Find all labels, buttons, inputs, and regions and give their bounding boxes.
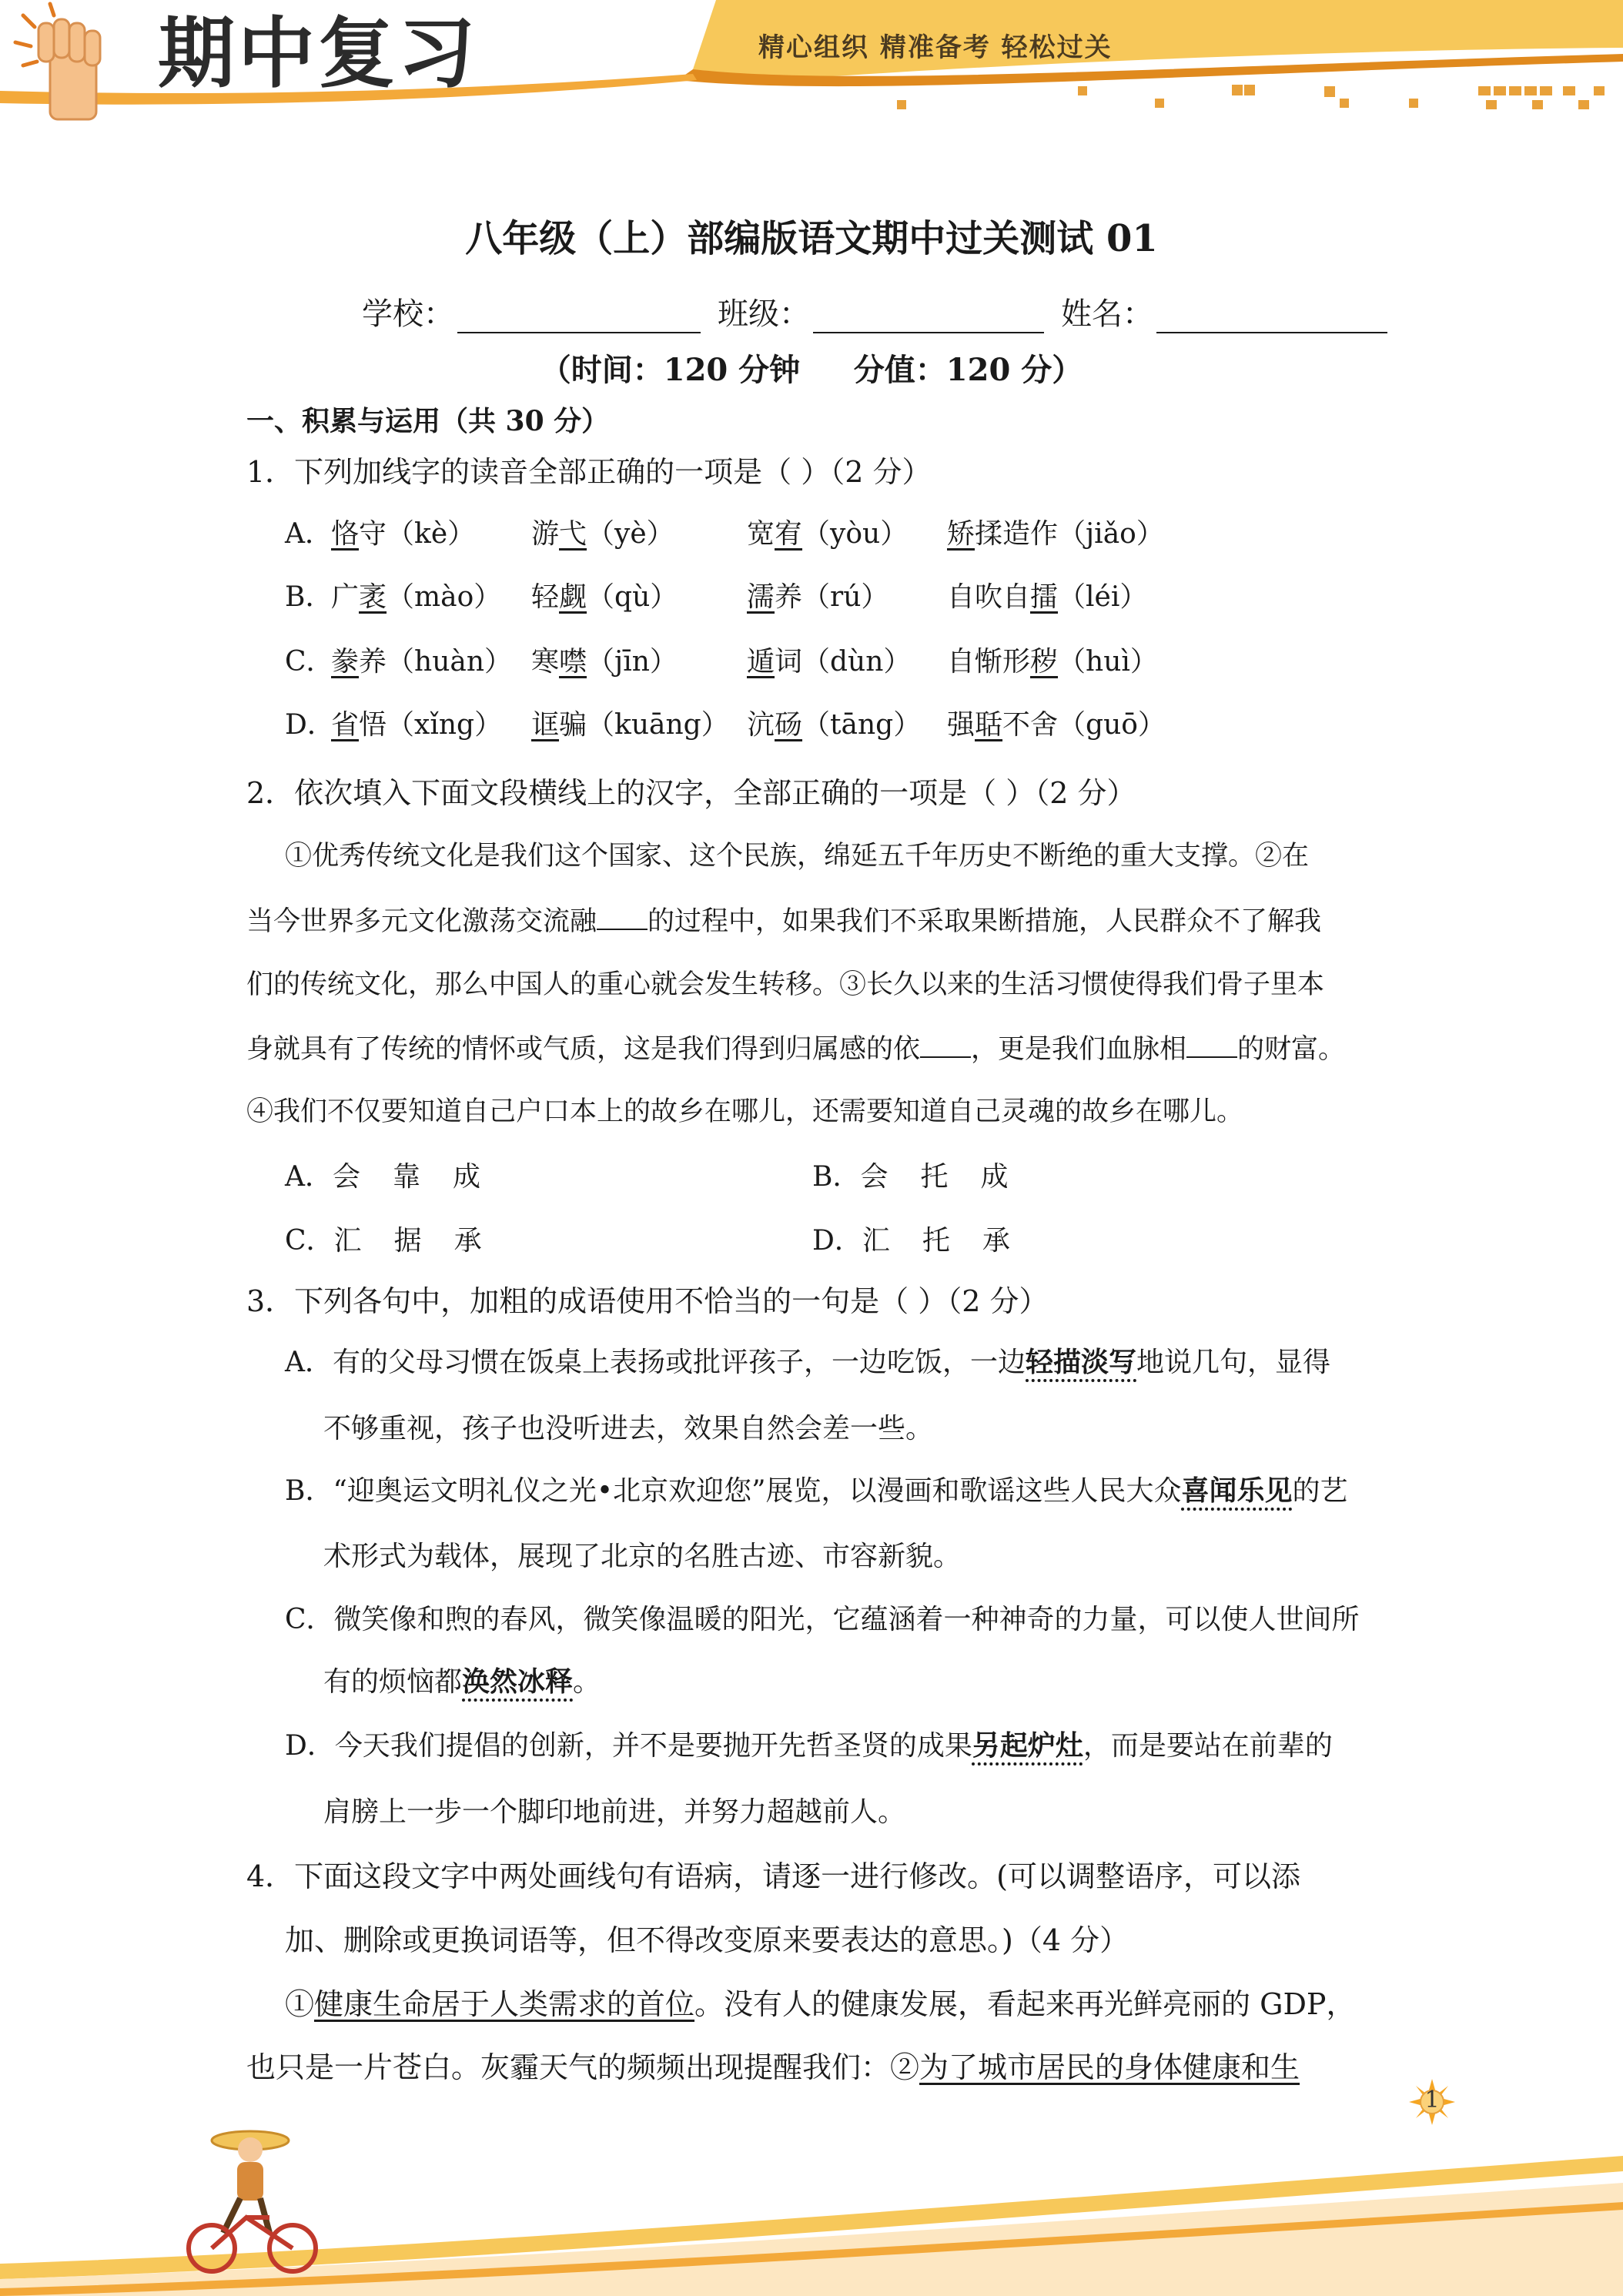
page-title: 八年级（上）部编版语文期中过关测试 01 xyxy=(465,217,1158,260)
q1-word-item: 矫揉造作（jiǎo） xyxy=(947,518,1164,550)
q3-option-a-line-2: 不够重视，孩子也没听进去，效果自然会差一些。 xyxy=(323,1413,934,1444)
q4-sentence-1: 健康生命居于人类需求的首位 xyxy=(314,1987,695,2021)
section-heading: 一、积累与运用（共 30 分） xyxy=(246,405,610,437)
q2-option: C．汇 据 承 xyxy=(285,1225,482,1257)
q1-stem: 1．下列加线字的读音全部正确的一项是（ ）（2 分） xyxy=(246,455,932,489)
q1-option-label: A． xyxy=(285,518,333,550)
q4-stem-line-2: 加、删除或更换词语等，但不得改变原来要表达的意思。)（4 分） xyxy=(285,1923,1129,1957)
school-label: 学校： xyxy=(362,296,454,332)
q3-idiom-b: 喜闻乐见 xyxy=(1181,1474,1293,1507)
q1-word-item: 省悟（xǐng） xyxy=(331,709,503,741)
header-slogan: 精心组织 精准备考 轻松过关 xyxy=(758,32,1113,63)
q3-stem: 3．下列各句中，加粗的成语使用不恰当的一句是（ ）（2 分） xyxy=(246,1284,1049,1318)
q2-stem: 2．依次填入下面文段横线上的汉字，全部正确的一项是（ ）（2 分） xyxy=(246,776,1136,810)
q2-passage-line-4: 身就具有了传统的情怀或气质，这是我们得到归属感的依 ，更是我们血脉相 的财富。 xyxy=(246,1030,1345,1068)
q1-word-item: 濡养（rú） xyxy=(747,581,889,613)
fist-icon xyxy=(8,0,123,135)
school-field[interactable] xyxy=(457,301,701,333)
q3-option-a-line-1: A．有的父母习惯在饭桌上表扬或批评孩子，一边吃饭，一边轻描淡写地说几句，显得 xyxy=(285,1346,1331,1378)
brand-title: 期中复习 xyxy=(158,8,478,99)
page-number: 1 xyxy=(1424,2087,1440,2114)
q2-option: B．会 托 成 xyxy=(812,1161,1009,1193)
q1-word-item: 诓骗（kuāng） xyxy=(531,709,729,741)
q1-word-item: 寒噤（jīn） xyxy=(531,646,678,678)
q1-option-row xyxy=(285,579,1286,618)
q1-word-item: 强聒不舍（guō） xyxy=(947,709,1166,741)
q3-idiom-c: 涣然冰释 xyxy=(462,1665,574,1698)
q2-passage-line-3: 们的传统文化，那么中国人的重心就会发生转移。③长久以来的生活习惯使得我们骨子里本 xyxy=(246,969,1325,1000)
q1-word-item: 自吹自擂（léi） xyxy=(947,581,1148,613)
q3-option-d-line-2: 肩膀上一步一个脚印地前进，并努力超越前人。 xyxy=(323,1796,906,1828)
q3-option-b-line-1: B．“迎奥运文明礼仪之光•北京欢迎您”展览，以漫画和歌谣这些人民大众喜闻乐见的艺 xyxy=(285,1474,1348,1507)
class-field[interactable] xyxy=(813,301,1044,333)
exam-time-score: （时间：120 分钟 分值：120 分） xyxy=(540,352,1083,388)
q1-option-label: D． xyxy=(285,709,335,741)
q2-option: A．会 靠 成 xyxy=(285,1161,481,1193)
q4-passage-line-1: ①健康生命居于人类需求的首位。没有人的健康发展，看起来再光鲜亮丽的 GDP， xyxy=(285,1987,1356,2021)
q1-word-item: 遁词（dùn） xyxy=(747,646,912,678)
q3-option-b-line-2: 术形式为载体，展现了北京的名胜古迹、市容新貌。 xyxy=(323,1541,962,1572)
q3-option-c-line-2: 有的烦恼都涣然冰释。 xyxy=(323,1665,601,1698)
q1-word-item: 自惭形秽（huì） xyxy=(947,646,1158,678)
q2-blank-1 xyxy=(597,902,648,930)
q4-passage-line-2: 也只是一片苍白。灰霾天气的频频出现提醒我们：②为了城市居民的身体健康和生 xyxy=(246,2050,1300,2084)
q1-word-item: 沆砀（tāng） xyxy=(747,709,922,741)
q3-idiom-d: 另起炉灶 xyxy=(972,1729,1083,1762)
q2-passage-line-5: ④我们不仅要知道自己户口本上的故乡在哪儿，还需要知道自己灵魂的故乡在哪儿。 xyxy=(246,1096,1244,1127)
q1-word-item: 广袤（mào） xyxy=(331,581,502,613)
q1-word-item: 恪守（kè） xyxy=(331,518,476,550)
name-field[interactable] xyxy=(1156,301,1387,333)
q4-stem-line-1: 4．下面这段文字中两处画线句有语病，请逐一进行修改。(可以调整语序，可以添 xyxy=(246,1859,1301,1893)
q1-option-row xyxy=(285,644,1286,682)
q4-sentence-2: 为了城市居民的身体健康和生 xyxy=(919,2050,1300,2084)
q1-word-item: 游弋（yè） xyxy=(531,518,674,550)
q1-word-item: 轻觑（qù） xyxy=(531,581,678,613)
q1-option-row xyxy=(285,516,1286,554)
q1-word-item: 宽宥（yòu） xyxy=(747,518,909,550)
q3-option-c-line-1: C．微笑像和煦的春风，微笑像温暖的阳光，它蕴涵着一种神奇的力量，可以使人世间所 xyxy=(285,1604,1360,1635)
q1-option-row xyxy=(285,707,1286,745)
q1-word-item: 豢养（huàn） xyxy=(331,646,513,678)
q3-option-d-line-1: D．今天我们提倡的创新，并不是要抛开先哲圣贤的成果另起炉灶，而是要站在前辈的 xyxy=(285,1729,1333,1762)
q2-blank-2 xyxy=(920,1030,971,1058)
class-label: 班级： xyxy=(718,296,810,332)
q2-blank-3 xyxy=(1186,1030,1237,1058)
q2-passage-line-1: ①优秀传统文化是我们这个国家、这个民族，绵延五千年历史不断绝的重大支撑。②在 xyxy=(285,841,1310,872)
q1-option-label: B． xyxy=(285,581,333,613)
q3-idiom-a: 轻描淡写 xyxy=(1026,1346,1137,1378)
student-info-line xyxy=(362,295,1387,333)
q2-passage-line-2: 当今世界多元文化激荡交流融 的过程中，如果我们不采取果断措施，人民群众不了解我 xyxy=(246,902,1321,940)
cyclist-icon xyxy=(177,2125,323,2279)
name-label: 姓名： xyxy=(1061,296,1153,332)
q2-option: D．汇 托 承 xyxy=(812,1225,1010,1257)
q1-option-label: C． xyxy=(285,646,334,678)
